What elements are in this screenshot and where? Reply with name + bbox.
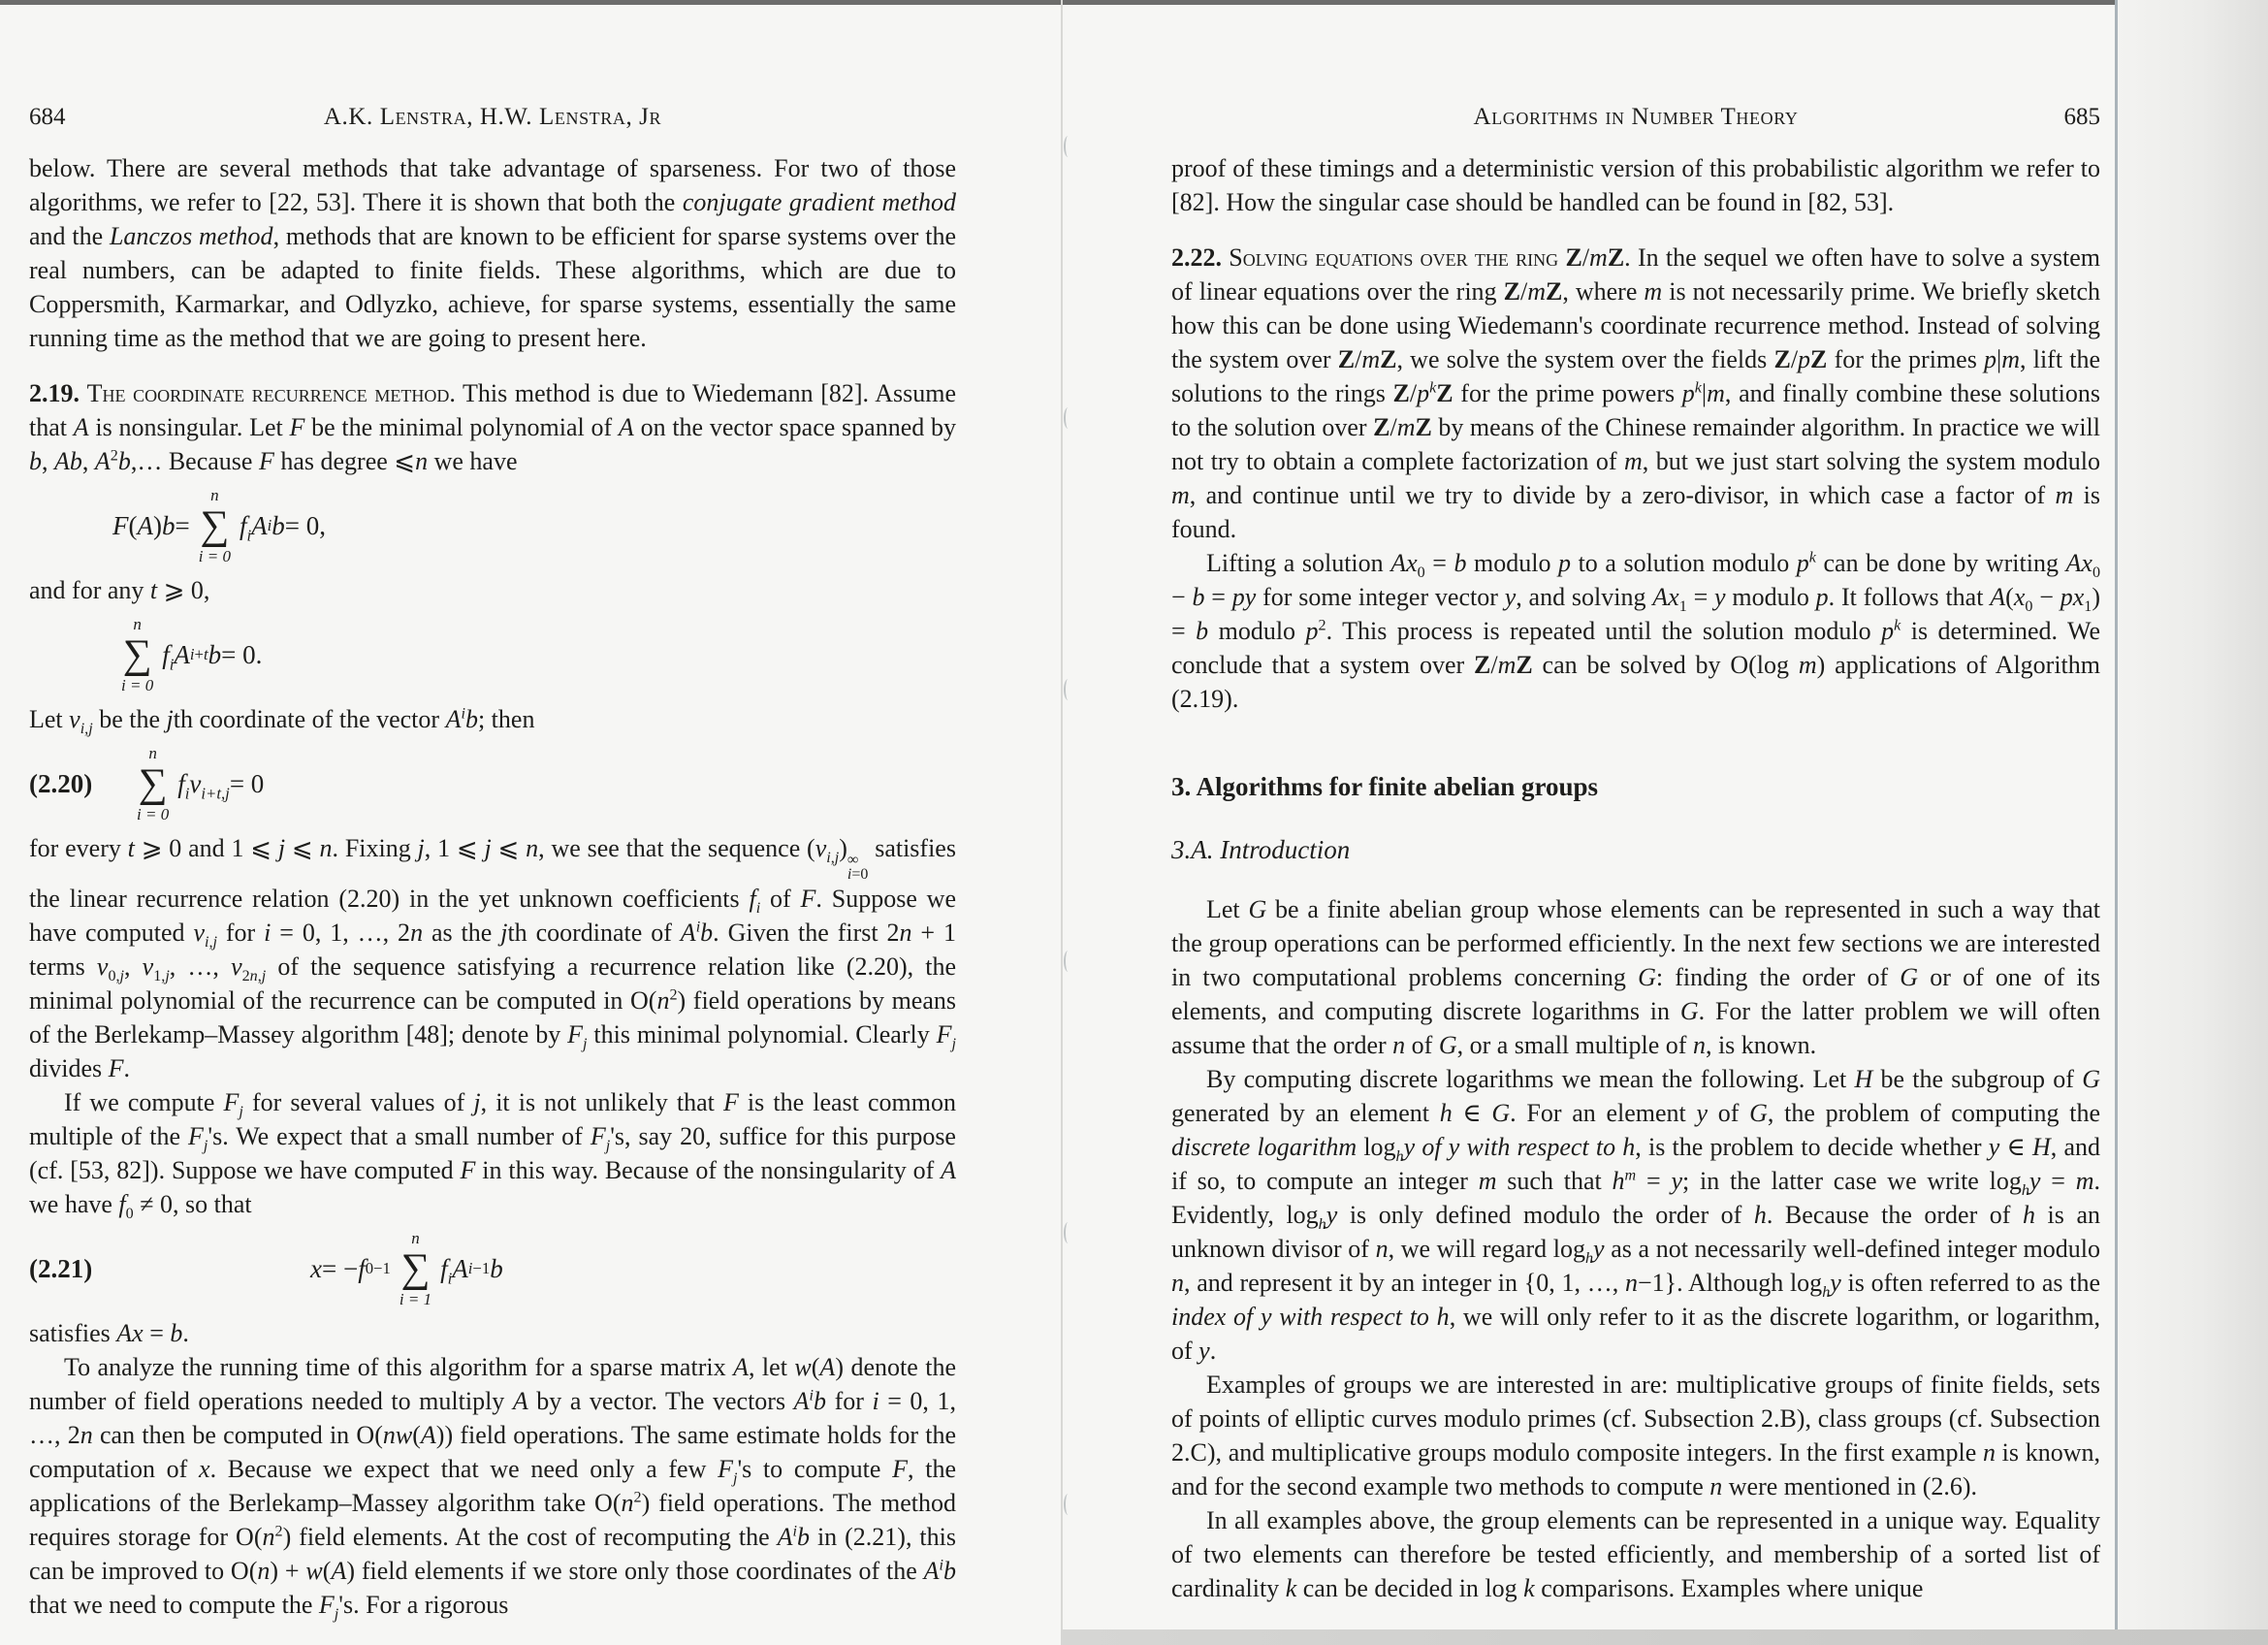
scan-bottom-edge — [1061, 1629, 2268, 1645]
equation-content: F ( A ) b = n ∑ i = 0 $f_i$ A i b = 0, — [112, 486, 327, 565]
page-684 — [29, 101, 956, 1622]
gutter-binding-mark — [1064, 407, 1072, 429]
paragraph-proof-of-timings: proof of these timings and a deterministic version of this probabilistic algorithm we refer to [82]. How the singular case should be handled can be found in [82, 53]. — [1171, 154, 2100, 216]
scan-top-edge — [0, 0, 2268, 5]
equation-FAb — [29, 486, 956, 565]
page-header-right — [1171, 101, 2100, 136]
section-3-heading: 3. Algorithms for finite abelian groups — [1171, 772, 1599, 801]
paragraph-let-vij: Let $v_{i,j}$ be the jth coordinate of the vector $A^ib$; then — [29, 705, 535, 738]
page-number: 685 — [2063, 104, 2100, 130]
equation-content: n ∑ i = 0 $f_i$ A i+t b = 0. — [121, 615, 263, 694]
running-head: A.K. Lenstra, H.W. Lenstra, Jr — [323, 104, 662, 130]
equation-2-21 — [29, 1229, 956, 1308]
equation-label: (2.20) — [29, 768, 93, 798]
paragraph-and-for-any-t: and for any t ⩾ 0, — [29, 576, 210, 604]
section-2-19-heading-paragraph: 2.19. The coordinate recurrence method. This method is due to Wiedemann [82]. Assume that A is nonsingular. Let F be the minimal polynomial of A on the vector space spanned by b, Ab, $A^2b,\dots$ Because F has degree ⩽n we have — [29, 379, 956, 475]
gutter-binding-mark — [1064, 1222, 1072, 1243]
book-page-edge-line — [2115, 0, 2118, 1645]
paragraph-recurrence-relation: for every t ⩾ 0 and 1 ⩽ j ⩽ n. Fixing j, 1 ⩽ j ⩽ n, we see that the sequence $(v_{i,j})$ ∞ i=0 satisfies the linear recurrence relation (2.20) in the yet unknown coefficients $f_i$ of F. Suppose we have computed $v_{i,j}$ for i = 0, 1, …, 2n as the jth coordinate of $A^ib$. Given the first 2n + 1 terms $v_{0,j}$, $v_{1,j}$, …, $v_{2n,j}$ of the sequence satisfying a recurrence relation like (2.20), the minimal polynomial of the recurrence can be computed in $O(n^2)$ field operations by means of the Berlekamp–Massey algorithm [48]; denote by $F_j$ this minimal polynomial. Clearly $F_j$ divides F. — [29, 834, 957, 1082]
paragraph-if-we-compute-Fj: If we compute $F_j$ for several values of j, it is not unlikely that F is the least common multiple of the $F_j's$. We expect that a small number of $F_j's$, say 20, suffice for this purpose (cf. [53, 82]). Suppose we have computed F in this way. Because of the nonsingularity of A we have $f_0 \ne 0$, so that — [29, 1088, 957, 1223]
paragraph-discrete-logarithms: By computing discrete logarithms we mean the following. Let H be the subgroup of G generated by an element h ∈ G. For an element y of G, the problem of computing the discrete logarithm $\log_hy$ of y with respect to h, is the problem to decide whether y ∈ H, and if so, to compute an integer m such that $h^m = y$; in the latter case we write $\log_hy = m$. Evidently, $\log_hy$ is only defined modulo the order of h. Because the order of h is an unknown divisor of n, we will regard $\log_hy$ as a not necessarily well-defined integer modulo n, and represent it by an integer in {0, 1, …, n−1}. Although $\log_hy$ is often referred to as the index of y with respect to h, we will only refer to it as the discrete logarithm, or logarithm, of y. — [1171, 1065, 2100, 1365]
equation-label: (2.21) — [29, 1253, 93, 1283]
paragraph-let-G-be: Let G be a finite abelian group whose elements can be represented in such a way that the group operations can be performed efficiently. In the next few sections we are interested in two computational problems concerning G: finding the order of G or of one of its elements, and computing discrete logarithms in G. For the latter problem we will often assume that the order n of G, or a small multiple of n, is known. — [1171, 895, 2100, 1059]
equation-content: x = − f 0 −1 n ∑ i = 1 $f_i$ A i−1 b — [310, 1229, 503, 1308]
paragraph-satisfies-Axb: satisfies Ax = b. — [29, 1319, 189, 1347]
paragraph-lifting-solution: Lifting a solution $Ax_0 = b$ modulo p to a solution modulo $p^k$ can be done by writing $Ax_0 - b$ = py for some integer vector y, and solving $Ax_1 = y$ modulo p. It follows that $A(x_0 - px_1) = b$ modulo $p^2$. This process is repeated until the solution modulo $p^k$ is determined. We conclude that a system over Z/mZ can be solved by O(log m) applications of Algorithm (2.19). — [1171, 549, 2101, 713]
paragraph-sparse-methods: below. There are several methods that take advantage of sparseness. For two of those algorithms, we refer to [22, 53]. There it is shown that both the conjugate gradient method and the Lanczos method, methods that are known to be efficient for sparse systems over the real numbers, can be adapted to finite fields. These algorithms, which are due to Coppersmith, Karmarkar, and Odlyzko, achieve, for sparse systems, essentially the same running time as the method that we are going to present here. — [29, 154, 957, 352]
gutter-binding-mark — [1064, 1494, 1072, 1515]
page-header-left — [29, 101, 956, 136]
paragraph-unique-representation: In all examples above, the group elements can be represented in a unique way. Equality of two elements can therefore be tested efficiently, and membership of a sorted list of cardinality k can be decided in log k comparisons. Examples where unique — [1171, 1506, 2100, 1602]
book-page-edge-shadow — [2118, 0, 2268, 1645]
equation-content: n ∑ i = 0 $f_i$ $v_{i+t,j}$ = 0 — [137, 744, 265, 823]
running-head: Algorithms in Number Theory — [1473, 104, 1799, 130]
equation-sum-fiAitb — [29, 615, 956, 694]
section-2-22-heading-paragraph: 2.22. Solving equations over the ring Z/mZ. In the sequel we often have to solve a system of linear equations over the ring Z/mZ, where m is not necessarily prime. We briefly sketch how this can be done using Wiedemann's coordinate recurrence method. Instead of solving the system over Z/mZ, we solve the system over the fields Z/pZ for the primes p|m, lift the solutions to the rings $Z/p^kZ$ for the prime powers $p^k|m$, and finally combine these solutions to the solution over Z/mZ by means of the Chinese remainder algorithm. In practice we will not try to obtain a complete factorization of m, but we just start solving the system modulo m, and continue until we try to divide by a zero-divisor, in which case a factor of m is found. — [1171, 243, 2101, 543]
page-gutter-line — [1061, 0, 1063, 1645]
gutter-binding-mark — [1064, 951, 1072, 972]
paragraph-running-time-analysis: To analyze the running time of this algorithm for a sparse matrix A, let w(A) denote the number of field operations needed to multiply A by a vector. The vectors $A^ib$ for i = 0, 1, …, 2n can then be computed in O(nw(A)) field operations. The same estimate holds for the computation of x. Because we expect that we need only a few $F_j's$ to compute F, the applications of the Berlekamp–Massey algorithm take $O(n^2)$ field operations. The method requires storage for $O(n^2)$ field elements. At the cost of recomputing the $A^ib$ in (2.21), this can be improved to O(n) + w(A) field elements if we store only those coordinates of the $A^ib$ that we need to compute the $F_j's$. For a rigorous — [29, 1353, 957, 1624]
subsection-3A-heading: 3.A. Introduction — [1171, 835, 1351, 864]
page-number: 684 — [29, 104, 66, 130]
equation-2-20 — [29, 744, 956, 823]
page-685 — [1171, 101, 2100, 1605]
paragraph-examples-of-groups: Examples of groups we are interested in are: multiplicative groups of finite fields, sets of points of elliptic curves modulo primes (cf. Subsection 2.B), class groups (cf. Subsection 2.C), and multiplicative groups modulo composite integers. In the first example n is known, and for the second example two methods to compute n were mentioned in (2.6). — [1171, 1371, 2100, 1500]
gutter-binding-mark — [1064, 679, 1072, 700]
gutter-binding-mark — [1064, 136, 1072, 157]
